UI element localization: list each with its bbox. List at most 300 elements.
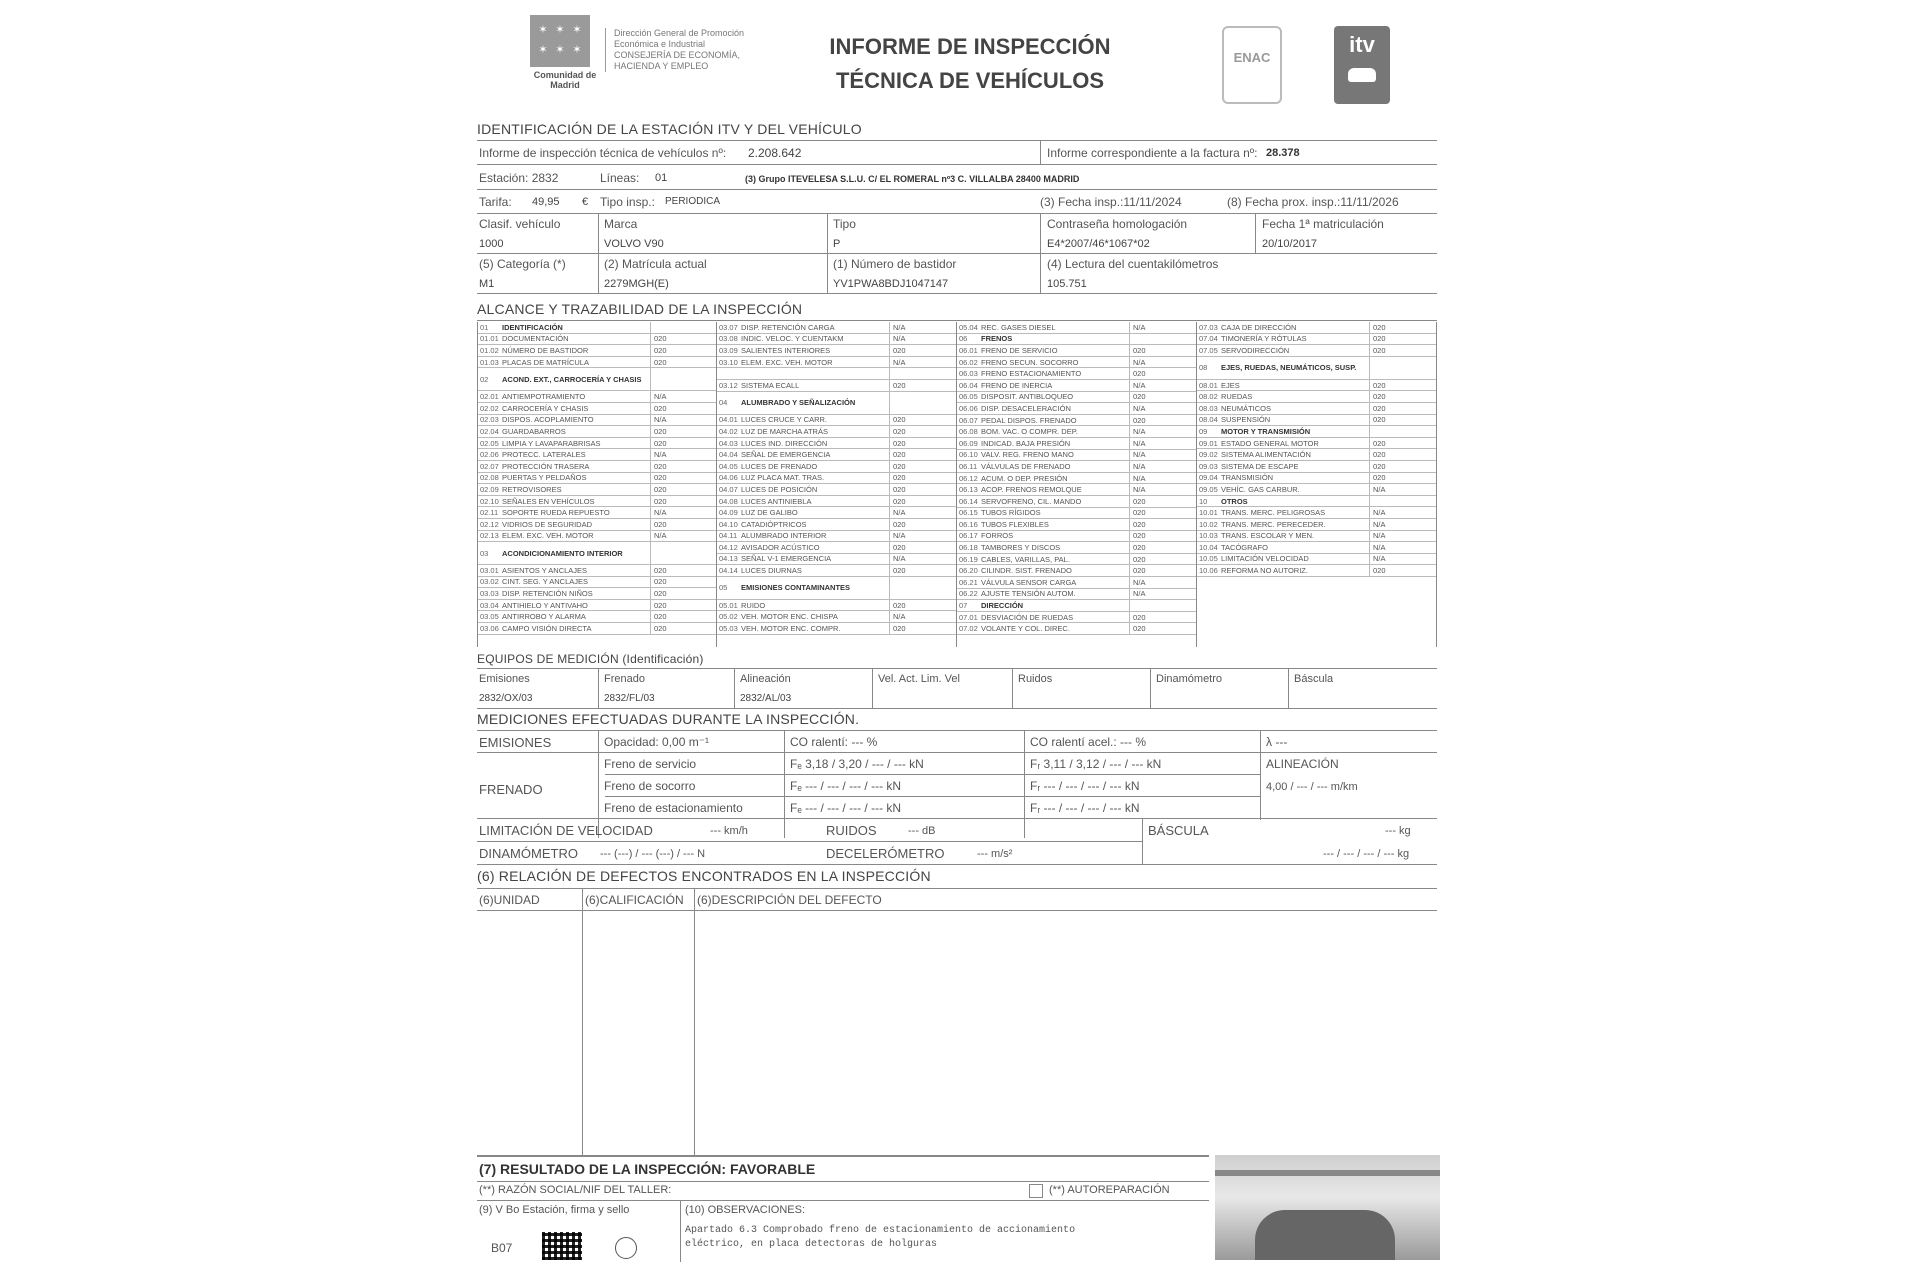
divider [872,668,873,708]
scope-row [957,461,1196,473]
scope-column-1 [477,322,717,647]
scope-code: 06.11 [959,461,978,471]
scope-item: CAJA DE DIRECCIÓN [1221,322,1297,332]
scope-row [957,403,1196,415]
scope-row [717,507,956,519]
scope-item: CINT. SEG. Y ANCLAJES [502,577,589,587]
scope-code: 02.04 [480,426,499,436]
scope-item: LUZ PLACA MAT. TRAS. [741,473,825,483]
scope-item: VÁLVULA SENSOR CARGA [981,577,1077,587]
eq-emisiones-value: 2832/OX/03 [479,693,533,704]
scope-column-2 [717,322,957,647]
scope-result: 020 [1369,438,1435,449]
divider [477,189,1437,190]
observaciones-line-1: Apartado 6.3 Comprobado freno de estacionamiento de accionamiento [685,1225,1076,1236]
scope-row [1197,542,1436,554]
scope-item: LUCES DE POSICIÓN [741,484,818,494]
scope-row [478,531,716,543]
scope-code: 03.07 [719,322,738,332]
scope-result: N/A [1129,438,1195,449]
scope-item: TUBOS FLEXIBLES [981,519,1049,529]
scope-row [1197,345,1436,357]
scope-result: N/A [1369,519,1435,530]
scope-result [889,368,955,379]
scope-code: 01.01 [480,334,499,344]
scope-result [889,392,955,414]
divider [1288,668,1289,708]
med-emisiones-label: EMISIONES [479,735,552,750]
scope-row [957,426,1196,438]
scope-item: CARROCERÍA Y CHASIS [502,403,589,413]
scope-result: 020 [889,345,955,356]
freno-servicio-rear: Fᵣ 3,11 / 3,12 / --- / --- kN [1030,757,1162,771]
scope-result [1369,496,1435,507]
scope-result: 020 [650,611,716,622]
garage-beam [1215,1170,1440,1176]
divider [605,796,1260,797]
scope-result: 020 [889,542,955,553]
divider [477,293,1437,294]
scope-result: N/A [650,449,716,460]
scope-result: 020 [889,426,955,437]
scope-row [717,554,956,566]
scope-code: 04.08 [719,496,738,506]
scope-row [1197,380,1436,392]
scope-result: 020 [1369,380,1435,391]
scope-code: 06.19 [959,554,978,564]
matricula-label: (2) Matrícula actual [604,257,707,271]
scope-item: NEUMÁTICOS [1221,403,1272,413]
scope-result: N/A [650,415,716,426]
scope-item: LUCES ANTINIEBLA [741,496,812,506]
col-descripcion: (6)DESCRIPCIÓN DEL DEFECTO [697,893,882,907]
scope-result: 020 [1129,345,1195,356]
scope-code: 05.03 [719,623,738,633]
scope-item: VEH. MOTOR ENC. CHISPA [741,612,838,622]
scope-item: ALUMBRADO INTERIOR [741,531,827,541]
lineas-label: Líneas: [600,171,640,185]
report-header [470,0,1450,115]
car-image [1255,1210,1395,1260]
scope-result: 020 [650,588,716,599]
scope-row [957,577,1196,589]
scope-item: LUCES IND. DIRECCIÓN [741,438,828,448]
scope-result: 020 [650,565,716,576]
scope-row [717,438,956,450]
scope-code: 03.08 [719,334,738,344]
scope-row [1197,449,1436,461]
scope-row [717,368,956,380]
scope-row [478,461,716,473]
scope-item: ALUMBRADO Y SEÑALIZACIÓN [741,398,856,408]
scope-row [478,426,716,438]
scope-item: LUCES DIURNAS [741,566,802,576]
divider [477,818,1437,819]
report-title: INFORME DE INSPECCIÓN TÉCNICA DE VEHÍCULOS [829,34,1111,93]
scope-item: SEÑAL DE EMERGENCIA [741,450,831,460]
scope-row [957,623,1196,635]
informe-label: Informe de inspección técnica de vehículos nº: [479,146,727,160]
scope-code: 04.03 [719,438,738,448]
scope-row [717,600,956,612]
scope-code: 06.06 [959,403,978,413]
scope-result: N/A [1129,473,1195,484]
scope-result: N/A [650,391,716,402]
scope-result: 020 [1369,322,1435,333]
scope-code: 10.03 [1199,531,1218,541]
scope-row [957,542,1196,554]
scope-result: N/A [889,357,955,368]
scope-code: 06.04 [959,380,978,390]
scope-item: FRENO SECUN. SOCORRO [981,357,1079,367]
col-calificacion: (6)CALIFICACIÓN [585,893,684,907]
scope-code: 04 [719,398,728,408]
scope-row [478,507,716,519]
eq-alineacion-label: Alineación [740,673,791,685]
autoreparacion-label: (**) AUTOREPARACIÓN [1049,1184,1170,1196]
scope-result: 020 [1129,415,1195,426]
scope-item: ACUM. O DEP. PRESIÓN [981,473,1068,483]
scope-result: 020 [889,600,955,611]
clasif-label: Clasif. vehículo [479,217,561,231]
scope-code: 05 [719,583,728,593]
scope-code: 07.01 [959,612,978,622]
scope-result: 020 [1129,392,1195,403]
categoria-value: M1 [479,278,495,290]
scope-result: 020 [889,449,955,460]
scope-item: REC. GASES DIESEL [981,322,1056,332]
scope-row [717,496,956,508]
divider [477,864,1437,865]
tipo-insp-value: PERIODICA [665,196,721,207]
fecha-prox: (8) Fecha prox. insp.:11/11/2026 [1227,195,1399,209]
freno-servicio-front: Fₑ 3,18 / 3,20 / --- / --- kN [790,757,924,771]
scope-result: 020 [889,496,955,507]
scope-row [717,611,956,623]
decel-value: --- m/s² [977,848,1013,860]
scope-code: 06.12 [959,473,978,483]
scope-code: 10.01 [1199,508,1218,518]
scope-row [717,473,956,485]
scope-result: N/A [1129,357,1195,368]
informe-value: 2.208.642 [748,146,802,160]
scope-row [1197,438,1436,450]
scope-result: 020 [889,380,955,391]
tipo-label: Tipo [833,217,856,231]
decel-label: DECELERÓMETRO [826,846,945,861]
scope-row [478,449,716,461]
scope-item: DISPOS. ACOPLAMIENTO [502,415,594,425]
scope-code: 02.11 [480,508,499,518]
divider [1260,730,1261,820]
scope-item: EJES [1221,380,1240,390]
scope-result: 020 [1129,565,1195,576]
scope-row [957,519,1196,531]
divider [477,708,1437,709]
divider [598,730,599,838]
scope-row [957,392,1196,404]
autoreparacion-checkbox [1029,1184,1043,1198]
lambda: λ --- [1266,735,1288,749]
scope-item: LIMITACIÓN VELOCIDAD [1221,554,1309,564]
scope-result [1129,334,1195,345]
scope-result: 020 [650,461,716,472]
scope-result: N/A [1129,577,1195,588]
scope-result: N/A [1129,450,1195,461]
scope-row [957,345,1196,357]
scope-row [478,334,716,346]
scope-row [717,623,956,635]
euro-symbol: € [582,196,589,208]
scope-row [478,565,716,577]
scope-row [1197,403,1436,415]
scope-code: 06.18 [959,543,978,553]
resultado-title: (7) RESULTADO DE LA INSPECCIÓN: FAVORABLE [479,1161,816,1177]
fecha-mat-value: 20/10/2017 [1262,238,1318,250]
scope-row [717,542,956,554]
scope-row [478,519,716,531]
scope-item: ESTADO GENERAL MOTOR [1221,438,1319,448]
scope-item: SERVOFRENO, CIL. MANDO [981,496,1082,506]
scope-result: 020 [650,357,716,368]
alineacion-label: ALINEACIÓN [1266,757,1339,771]
scope-item: MOTOR Y TRANSMISIÓN [1221,426,1311,436]
scope-result: 020 [650,426,716,437]
scope-code: 06.21 [959,577,978,587]
bascula-value-2: --- / --- / --- / --- kg [1323,848,1410,860]
scope-item: TAMBORES Y DISCOS [981,543,1061,553]
scope-code: 09.02 [1199,450,1218,460]
scope-code: 01 [480,322,489,332]
scope-item: LUZ DE MARCHA ATRÁS [741,426,828,436]
scope-item: SOPORTE RUEDA REPUESTO [502,508,610,518]
bascula-value-1: --- kg [1385,825,1411,837]
contrasena-value: E4*2007/46*1067*02 [1047,238,1150,250]
station-code: B07 [491,1241,513,1255]
scope-row [478,415,716,427]
scope-result: 020 [650,438,716,449]
scope-row [957,438,1196,450]
scope-code: 02.03 [480,415,499,425]
scope-row [717,531,956,543]
scope-item: ELEM. EXC. VEH. MOTOR [502,531,594,541]
scope-code: 04.05 [719,461,738,471]
inspection-scope-grid [477,322,1437,647]
scope-item: VALV. REG. FRENO MANO [981,450,1074,460]
scope-item: INDIC. VELOC. Y CUENTAKM [741,334,844,344]
scope-code: 09.05 [1199,484,1218,494]
scope-item: VEH. MOTOR ENC. COMPR. [741,623,841,633]
scope-row [957,508,1196,520]
scope-item: PROTECCIÓN TRASERA [502,461,590,471]
section-defectos: (6) RELACIÓN DE DEFECTOS ENCONTRADOS EN LA INSPECCIÓN [477,868,931,884]
divider [477,1200,1209,1201]
ruidos-value: --- dB [908,825,936,837]
logo-caption: Comunidad de Madrid [533,70,597,90]
scope-row [1197,507,1436,519]
scope-result: 020 [889,484,955,495]
scope-row [1197,391,1436,403]
scope-row [957,357,1196,369]
scope-item: CAMPO VISIÓN DIRECTA [502,623,592,633]
scope-row [478,588,716,600]
scope-row [1197,473,1436,485]
scope-code: 02.01 [480,392,499,402]
scope-row [478,600,716,612]
scope-item: BOM. VAC. O COMPR. DEP. [981,427,1078,437]
scope-item: PROTECC. LATERALES [502,450,586,460]
scope-item: FRENO DE SERVICIO [981,345,1058,355]
scope-code: 06.01 [959,345,978,355]
scope-row [957,600,1196,612]
scope-code: 04.04 [719,450,738,460]
scope-row [717,415,956,427]
cuenta-label: (4) Lectura del cuentakilómetros [1047,257,1219,271]
scope-code: 03.05 [480,612,499,622]
limitacion-value: --- km/h [710,825,748,837]
scope-row [478,391,716,403]
dinamometro-label: DINAMÓMETRO [479,846,578,861]
scope-result [650,542,716,564]
categoria-label: (5) Categoría (*) [479,257,566,271]
scope-code: 06.08 [959,427,978,437]
scope-result: 020 [1129,542,1195,553]
section-identificacion: IDENTIFICACIÓN DE LA ESTACIÓN ITV Y DEL VEHÍCULO [477,121,862,137]
scope-result: 020 [889,473,955,484]
scope-result: N/A [889,554,955,565]
section-equipos: EQUIPOS DE MEDICIÓN (Identificación) [477,652,704,666]
med-frenado-label: FRENADO [479,782,543,797]
scope-code: 09.04 [1199,473,1218,483]
scope-row [957,612,1196,624]
scope-result [1369,426,1435,437]
divider [477,140,1437,141]
scope-row [1197,519,1436,531]
divider [1012,668,1013,708]
scope-result: 020 [889,565,955,576]
scope-code: 04.02 [719,426,738,436]
divider [1024,730,1025,838]
divider [1040,140,1041,164]
scope-code: 08.02 [1199,392,1218,402]
divider [477,253,1437,254]
scope-result: 020 [650,600,716,611]
scope-result: 020 [1369,565,1435,576]
fecha-mat-label: Fecha 1ª matriculación [1262,217,1384,231]
scope-item: ACOND. EXT., CARROCERÍA Y CHASIS [502,374,642,384]
enac-logo: ENAC [1222,26,1282,104]
tipo-value: P [833,238,841,250]
scope-code: 06.10 [959,450,978,460]
scope-code: 06.15 [959,508,978,518]
divider [784,730,785,838]
scope-result [1369,357,1435,379]
scope-result: 020 [650,473,716,484]
scope-row [957,531,1196,543]
bastidor-label: (1) Número de bastidor [833,257,957,271]
scope-item: TUBOS RÍGIDOS [981,508,1041,518]
freno-estac-front: Fₑ --- / --- / --- / --- kN [790,801,902,815]
scope-code: 03.09 [719,345,738,355]
scope-code: 07.05 [1199,345,1218,355]
scope-row [1197,426,1436,438]
scope-item: NÚMERO DE BASTIDOR [502,345,589,355]
alineacion-value: 4,00 / --- / --- m/km [1266,781,1358,793]
scope-result: N/A [1129,426,1195,437]
divider [477,1181,1209,1182]
scope-code: 02.05 [480,438,499,448]
qr-code [542,1232,582,1260]
scope-code: 06.13 [959,485,978,495]
scope-item: CABLES, VARILLAS, PAL. [981,554,1070,564]
scope-row [717,519,956,531]
scope-item: FORROS [981,531,1014,541]
stamp-icon [615,1237,637,1259]
scope-result: 020 [889,438,955,449]
department-text: Dirección General de Promoción Económica e Industrial CONSEJERÍA DE ECONOMÍA, HACIENDA Y EMPLEO [605,28,805,72]
scope-item: SISTEMA ECALL [741,380,800,390]
scope-code: 06.16 [959,519,978,529]
scope-row [957,380,1196,392]
scope-code: 10.04 [1199,542,1218,552]
scope-item: LUCES DE FRENADO [741,461,818,471]
scope-item: DIRECCIÓN [981,601,1024,611]
eq-alineacion-value: 2832/AL/03 [740,693,792,704]
opacidad: Opacidad: 0,00 m⁻¹ [604,735,710,749]
scope-item: DISP. RETENCIÓN NIÑOS [502,589,593,599]
scope-item: SUSPENSIÓN [1221,415,1271,425]
scope-row [1197,334,1436,346]
scope-row [957,322,1196,334]
scope-code: 02.12 [480,519,499,529]
factura-value: 28.378 [1266,147,1300,159]
col-unidad: (6)UNIDAD [479,893,540,907]
scope-row [717,565,956,577]
scope-column-3 [957,322,1197,647]
fecha-insp: (3) Fecha insp.:11/11/2024 [1040,195,1182,209]
scope-result: 020 [650,334,716,345]
scope-code: 04.01 [719,415,738,425]
scope-row [1197,322,1436,334]
divider [477,752,1437,753]
scope-result: 020 [1129,612,1195,623]
scope-row [478,368,716,391]
scope-code: 02.10 [480,496,499,506]
scope-row [957,450,1196,462]
scope-result: 020 [1369,391,1435,402]
scope-result: 020 [889,415,955,426]
scope-row [957,565,1196,577]
scope-code: 06.09 [959,438,978,448]
scope-row [478,577,716,589]
scope-result: N/A [889,531,955,542]
scope-row [1197,554,1436,566]
scope-code: 06.20 [959,566,978,576]
scope-result: 020 [1369,345,1435,356]
scope-code: 10.06 [1199,566,1218,576]
scope-code: 03.03 [480,589,499,599]
bascula-label: BÁSCULA [1148,823,1209,838]
observaciones-line-2: eléctrico, en placa detectoras de holguras [685,1239,938,1250]
scope-code: 07.03 [1199,322,1218,332]
observaciones-label: (10) OBSERVACIONES: [685,1204,806,1216]
eq-emisiones-label: Emisiones [479,673,530,685]
scope-result: N/A [889,334,955,345]
divider [582,888,583,1155]
scope-row [717,345,956,357]
scope-code: 06.14 [959,496,978,506]
scope-result: 020 [889,519,955,530]
